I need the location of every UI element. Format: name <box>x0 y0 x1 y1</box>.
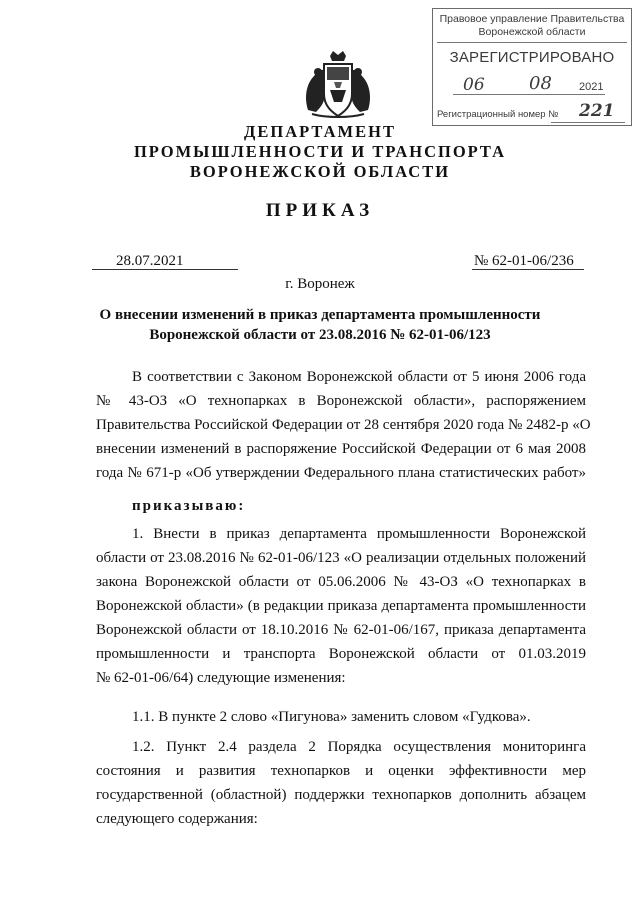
order-word: приказываю: <box>132 498 246 514</box>
stamp-status: ЗАРЕГИСТРИРОВАНО <box>449 49 615 66</box>
preamble-line: Правительства Российской Федерации от 28 сентября 2020 года № 2482-р «О <box>96 417 591 433</box>
item-1-line: Воронежской области» (в редакции приказа департамента промышленности <box>96 598 586 614</box>
preamble-line: внесении изменений в распоряжение Российской Федерации от 6 мая 2008 <box>96 441 586 457</box>
stamp-line-1: Правовое управление Правительства <box>439 13 625 25</box>
coat-of-arms-icon <box>300 50 376 120</box>
order-word-block <box>96 494 586 518</box>
item-1-line: № 62-01-06/64) следующие изменения: <box>96 670 346 686</box>
stamp-line-2: Воронежской области <box>478 26 586 38</box>
subject-line-2: Воронежской области от 23.08.2016 № 62-01-06/123 <box>149 327 491 343</box>
subject-line-1: О внесении изменений в приказ департамента промышленности <box>99 307 541 323</box>
department-line-1: ДЕПАРТАМЕНТ <box>244 122 396 141</box>
item-1-2-line: состояния и развития технопарков и оценки эффективности мер <box>96 763 586 779</box>
preamble-line: В соответствии с Законом Воронежской области от 5 июня 2006 года <box>132 369 586 385</box>
item-1-2-line: государственной (областной) поддержки технопарков дополнить абзацем <box>96 787 586 803</box>
item-1-line: 1. Внести в приказ департамента промышленности Воронежской <box>132 526 586 542</box>
item-1-line: области от 23.08.2016 № 62-01-06/123 «О реализации отдельных положений <box>96 550 586 566</box>
department-line-3: ВОРОНЕЖСКОЙ ОБЛАСТИ <box>189 162 451 181</box>
stamp-reg-number: 221 <box>579 101 615 121</box>
item-1-1-paragraph <box>96 705 586 729</box>
preamble-line: года № 671-р «Об утверждении Федерального плана статистических работ» <box>96 465 586 481</box>
item-1-2-line: следующего содержания: <box>96 811 258 827</box>
order-date: 28.07.2021 <box>116 253 184 269</box>
registration-stamp <box>432 8 632 126</box>
order-number-underline <box>472 269 584 270</box>
stamp-year: 2021 <box>579 81 604 93</box>
item-1-line: закона Воронежской области от 05.06.2006 № 43-ОЗ «О технопарках в <box>96 574 586 590</box>
stamp-day: 06 <box>463 75 485 95</box>
item-1-2-line: 1.2. Пункт 2.4 раздела 2 Порядка осуществления мониторинга <box>132 739 586 755</box>
item-1-line: Воронежской области от 18.10.2016 № 62-01-06/167, приказа департамента <box>96 622 586 638</box>
item-1-2-paragraph <box>96 735 586 831</box>
stamp-month: 08 <box>529 73 552 94</box>
stamp-reg-label: Регистрационный номер № <box>437 109 559 120</box>
item-1-paragraph <box>96 522 586 690</box>
stamp-date-line <box>453 94 605 95</box>
document-title: ПРИКАЗ <box>265 200 375 221</box>
preamble-line: № 43-ОЗ «О технопарках в Воронежской области», распоряжением <box>96 393 586 409</box>
item-1-1-line: 1.1. В пункте 2 слово «Пигунова» заменить словом «Гудкова». <box>132 709 531 725</box>
order-city: г. Воронеж <box>285 276 355 292</box>
order-date-underline <box>92 269 238 270</box>
stamp-separator <box>437 42 627 43</box>
preamble-paragraph <box>96 365 591 485</box>
department-line-2: ПРОМЫШЛЕННОСТИ И ТРАНСПОРТА <box>133 142 507 161</box>
order-number: № 62-01-06/236 <box>474 253 574 269</box>
item-1-line: промышленности и транспорта Воронежской области от 01.03.2019 <box>96 646 586 662</box>
